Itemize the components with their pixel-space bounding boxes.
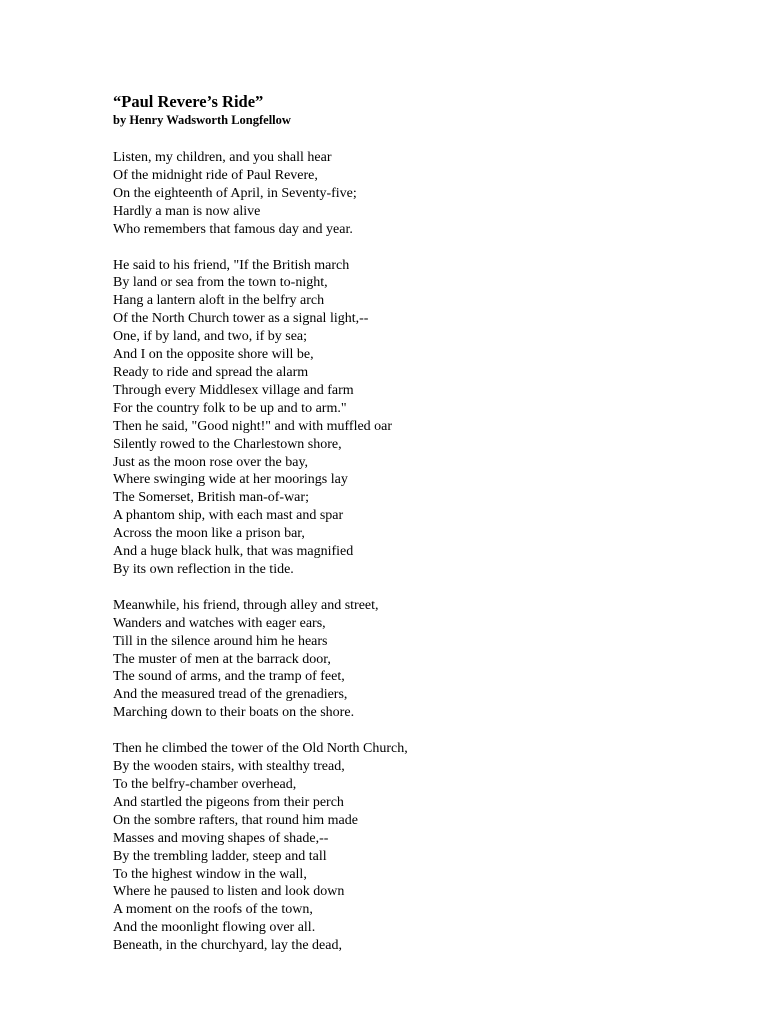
- poem-line: Hardly a man is now alive: [113, 203, 261, 219]
- poem-stanza: [113, 257, 713, 579]
- document-page: [113, 92, 713, 973]
- poem-line: On the eighteenth of April, in Seventy-five;: [113, 185, 357, 201]
- poem-line: And I on the opposite shore will be,: [113, 347, 314, 363]
- poem-line: By the trembling ladder, steep and tall: [113, 848, 327, 864]
- poem-line: Till in the silence around him he hears: [113, 633, 328, 649]
- poem-stanza: [113, 149, 713, 239]
- poem-line: Silently rowed to the Charlestown shore,: [113, 436, 342, 452]
- poem-line: And a huge black hulk, that was magnified: [113, 544, 354, 560]
- poem-line: Of the midnight ride of Paul Revere,: [113, 167, 318, 183]
- poem-line: Listen, my children, and you shall hear: [113, 150, 332, 165]
- poem-line: Meanwhile, his friend, through alley and street,: [113, 597, 379, 613]
- poem-line: Masses and moving shapes of shade,--: [113, 830, 329, 846]
- poem-body: [113, 149, 713, 955]
- poem-line: Through every Middlesex village and farm: [113, 382, 354, 398]
- poem-line: Who remembers that famous day and year.: [113, 221, 353, 237]
- poem-line: To the belfry-chamber overhead,: [113, 777, 297, 792]
- poem-line: The muster of men at the barrack door,: [113, 651, 331, 667]
- poem-line: Then he said, "Good night!" and with muffled oar: [113, 418, 393, 434]
- poem-line: Of the North Church tower as a signal light,--: [113, 311, 369, 327]
- poem-line: And the measured tread of the grenadiers,: [113, 687, 348, 703]
- poem-line: The Somerset, British man-of-war;: [113, 490, 309, 506]
- poem-line: Beneath, in the churchyard, lay the dead,: [113, 938, 342, 954]
- poem-line: Where swinging wide at her moorings lay: [113, 472, 348, 488]
- poem-line: And the moonlight flowing over all.: [113, 920, 316, 936]
- poem-line: He said to his friend, "If the British march: [113, 257, 350, 273]
- poem-line: Then he climbed the tower of the Old North Church,: [113, 741, 408, 757]
- poem-line: Just as the moon rose over the bay,: [113, 454, 309, 470]
- poem-title: “Paul Revere’s Ride”: [113, 92, 264, 111]
- poem-line: And startled the pigeons from their perch: [113, 794, 344, 810]
- poem-line: A moment on the roofs of the town,: [113, 902, 313, 918]
- poem-line: On the sombre rafters, that round him made: [113, 812, 358, 828]
- poem-line: Where he paused to listen and look down: [113, 884, 345, 900]
- poem-line: To the highest window in the wall,: [113, 866, 307, 882]
- poem-line: Marching down to their boats on the shore.: [113, 705, 355, 721]
- poem-line: The sound of arms, and the tramp of feet,: [113, 669, 345, 685]
- poem-line: Across the moon like a prison bar,: [113, 526, 305, 542]
- poem-line: Hang a lantern aloft in the belfry arch: [113, 293, 325, 309]
- poem-line: For the country folk to be up and to arm.": [113, 400, 347, 416]
- poem-line: Wanders and watches with eager ears,: [113, 615, 326, 631]
- poem-line: By the wooden stairs, with stealthy tread,: [113, 759, 345, 775]
- poem-byline: by Henry Wadsworth Longfellow: [113, 113, 291, 127]
- poem-line: One, if by land, and two, if by sea;: [113, 329, 308, 345]
- poem-stanza: [113, 597, 713, 722]
- poem-line: By land or sea from the town to-night,: [113, 275, 328, 291]
- poem-line: Ready to ride and spread the alarm: [113, 364, 309, 380]
- poem-line: By its own reflection in the tide.: [113, 561, 294, 577]
- poem-stanza: [113, 740, 713, 955]
- poem-line: A phantom ship, with each mast and spar: [113, 508, 344, 524]
